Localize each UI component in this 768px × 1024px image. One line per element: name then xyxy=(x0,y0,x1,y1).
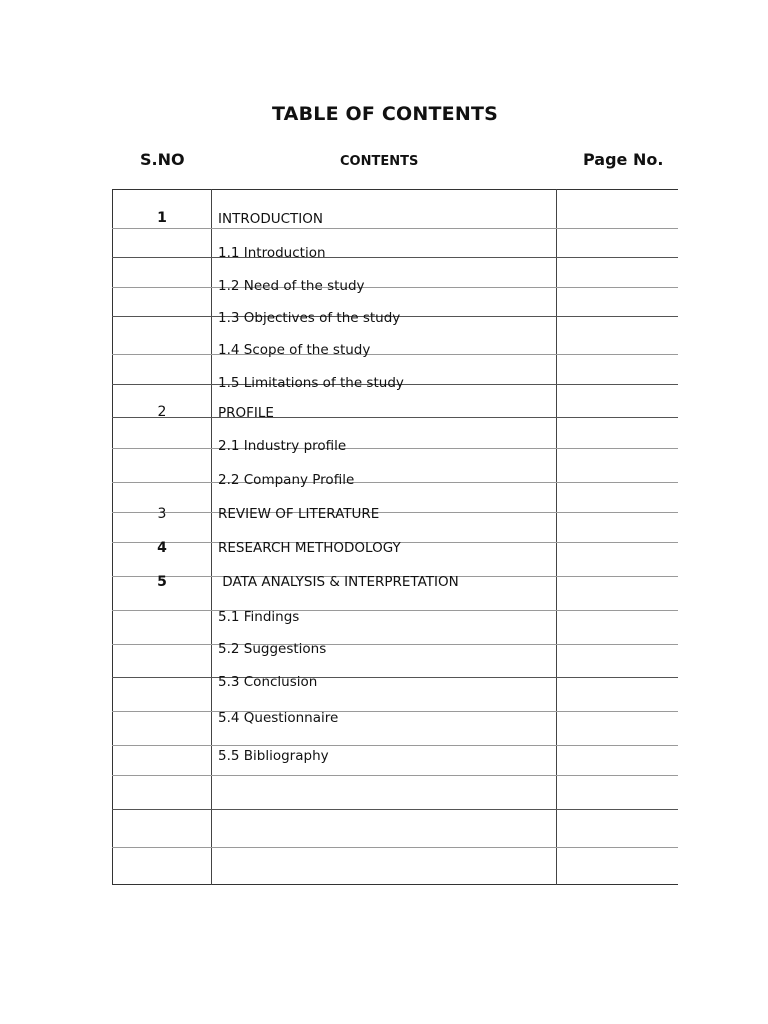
row-divider xyxy=(112,677,678,678)
row-divider xyxy=(112,228,678,229)
toc-entry: RESEARCH METHODOLOGY xyxy=(218,540,401,556)
column-divider xyxy=(556,189,557,885)
row-divider xyxy=(112,745,678,746)
row-divider xyxy=(112,644,678,645)
row-divider xyxy=(112,711,678,712)
toc-entry: 1.1 Introduction xyxy=(218,245,326,261)
row-divider xyxy=(112,775,678,776)
column-header-sno: S.NO xyxy=(140,150,185,169)
row-divider xyxy=(112,847,678,848)
toc-entry: 5.3 Conclusion xyxy=(218,674,318,690)
row-divider xyxy=(112,287,678,288)
column-header-page-no: Page No. xyxy=(583,150,664,169)
column-header-contents: CONTENTS xyxy=(340,154,419,169)
row-divider xyxy=(112,354,678,355)
toc-entry: 1.3 Objectives of the study xyxy=(218,310,401,326)
toc-entry: 5.5 Bibliography xyxy=(218,748,329,764)
row-divider xyxy=(112,809,678,810)
toc-entry: REVIEW OF LITERATURE xyxy=(218,506,380,522)
toc-sno: 5 xyxy=(157,574,167,590)
toc-entry: 5.4 Questionnaire xyxy=(218,710,339,726)
toc-sno: 4 xyxy=(157,540,167,556)
row-divider xyxy=(112,257,678,258)
toc-table xyxy=(112,189,678,885)
toc-entry: PROFILE xyxy=(218,405,274,421)
row-divider xyxy=(112,610,678,611)
toc-entry: 2.2 Company Profile xyxy=(218,472,355,488)
row-divider xyxy=(112,482,678,483)
toc-entry: 1.4 Scope of the study xyxy=(218,342,371,358)
page-title: TABLE OF CONTENTS xyxy=(271,103,498,125)
toc-entry: 1.5 Limitations of the study xyxy=(218,375,404,391)
toc-entry: 1.2 Need of the study xyxy=(218,278,365,294)
column-divider xyxy=(211,189,212,885)
toc-entry: DATA ANALYSIS & INTERPRETATION xyxy=(218,574,459,590)
toc-sno: 1 xyxy=(157,210,167,226)
toc-entry: INTRODUCTION xyxy=(218,211,323,227)
toc-sno: 3 xyxy=(157,506,167,522)
row-divider xyxy=(112,448,678,449)
toc-entry: 2.1 Industry profile xyxy=(218,438,347,454)
toc-entry: 5.1 Findings xyxy=(218,609,300,625)
toc-entry: 5.2 Suggestions xyxy=(218,641,327,657)
toc-sno: 2 xyxy=(157,404,167,420)
